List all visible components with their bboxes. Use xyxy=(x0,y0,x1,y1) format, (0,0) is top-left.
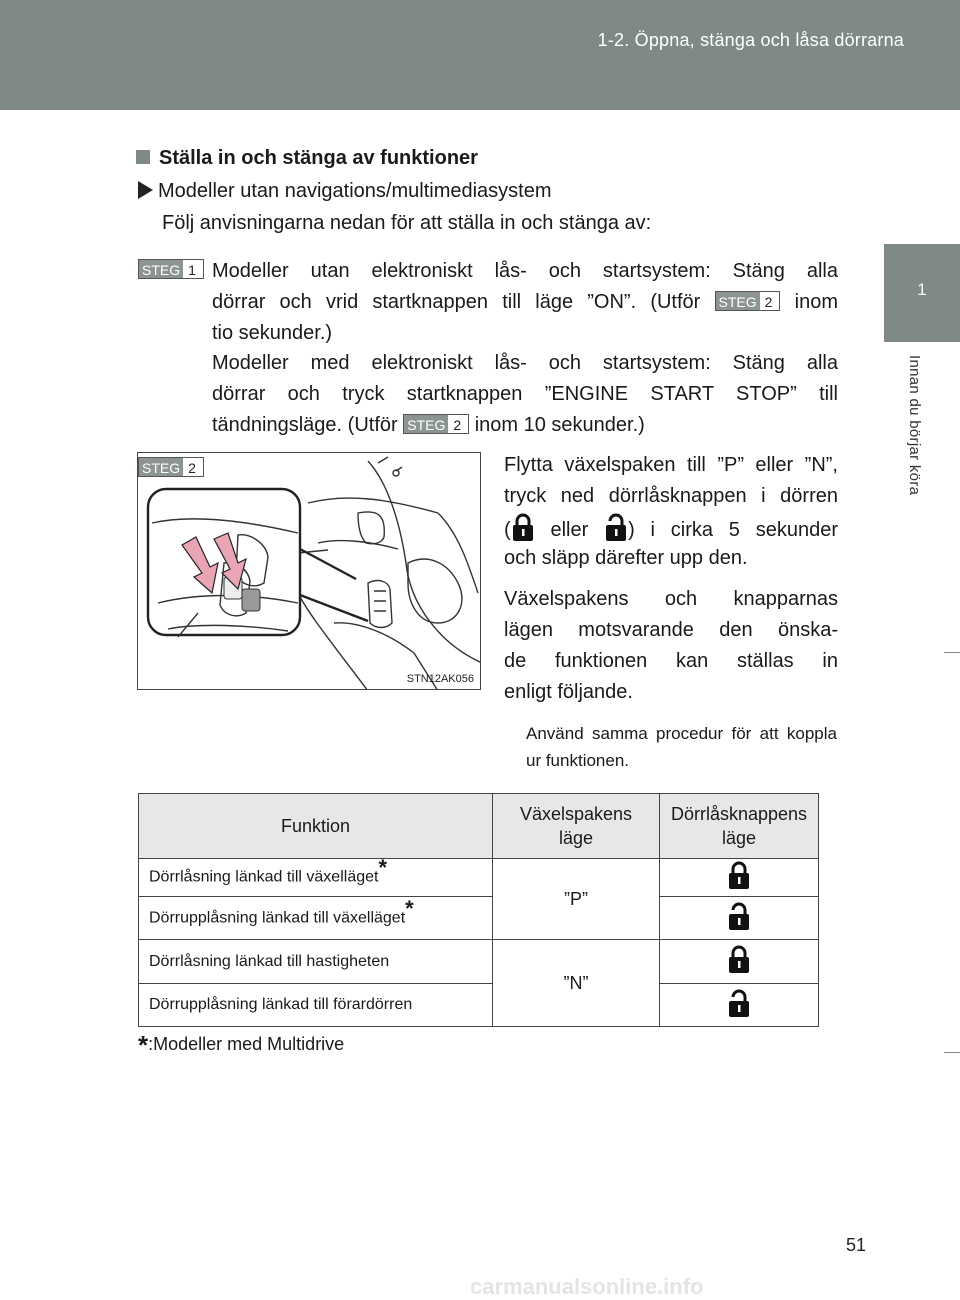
lock-position-cell xyxy=(660,897,819,940)
table-header-row xyxy=(139,794,819,859)
step-2-line: tryck ned dörrlåsknappen i dörren xyxy=(504,485,838,507)
note-text: Använd samma procedur för att koppla ur funktionen. xyxy=(526,724,837,770)
table-row xyxy=(139,984,819,1027)
table-row xyxy=(139,859,819,897)
margin-tick xyxy=(944,652,960,653)
step-2-line: och släpp därefter upp den. xyxy=(504,547,748,569)
table-header-cell: Dörrlåsknappens läge xyxy=(660,794,819,859)
step-1-line: dörrar och vrid startknappen till läge ”ON”. (Utför STEG 2 inom xyxy=(212,291,838,313)
lock-position-cell xyxy=(660,984,819,1027)
section-heading: Ställa in och stänga av funktioner xyxy=(136,147,478,170)
lock-closed-icon xyxy=(727,877,751,894)
shift-position-cell: ”P” xyxy=(493,859,660,940)
step-1-badge: STEG 1 xyxy=(138,259,204,281)
step-ref-badge: STEG 2 xyxy=(403,414,469,434)
step-2-line: enligt följande. xyxy=(504,681,633,703)
table-header-cell: Funktion xyxy=(139,794,493,859)
watermark: carmanualsonline.info xyxy=(470,1274,704,1299)
lock-open-icon xyxy=(727,918,751,935)
figure-code: STN12AK056 xyxy=(406,673,474,685)
function-table xyxy=(138,793,819,1027)
chapter-tab xyxy=(884,244,960,342)
shift-position-cell: ”N” xyxy=(493,940,660,1027)
table-row xyxy=(139,897,819,940)
step-1-line: tändningsläge. (Utför STEG 2 inom 10 sekunder.) xyxy=(212,414,645,436)
page-header xyxy=(0,0,960,110)
page-number: 51 xyxy=(846,1235,867,1255)
function-name-cell: Dörrupplåsning länkad till växelläget* xyxy=(139,897,493,940)
lock-position-cell xyxy=(660,940,819,984)
step-2-line: ( eller ) i cirka 5 sekunder xyxy=(504,512,838,552)
step-2-badge: STEG 2 xyxy=(138,457,204,479)
chapter-title: 1-2. Öppna, stänga och låsa dörrarna xyxy=(597,30,904,50)
step-2-line: Flytta växelspaken till ”P” eller ”N”, xyxy=(504,454,838,476)
step-2-line: de funktionen kan ställas in xyxy=(504,650,838,672)
intro-text: Följ anvisningarna nedan för att ställa in och stänga av: xyxy=(162,212,652,234)
lock-open-icon xyxy=(727,1005,751,1022)
step-1-line: Modeller med elektroniskt lås- och startsystem: Stäng alla xyxy=(212,352,838,374)
triangle-bullet-icon xyxy=(138,181,153,199)
function-name-cell: Dörrlåsning länkad till hastigheten xyxy=(139,940,493,984)
function-name-cell: Dörrupplåsning länkad till förardörren xyxy=(139,984,493,1027)
chapter-number: 1 xyxy=(917,280,927,299)
lock-closed-icon xyxy=(727,961,751,978)
section-subheading: Modeller utan navigations/multimediasystem xyxy=(138,180,552,203)
footnote: *:Modeller med Multidrive xyxy=(138,1030,345,1060)
step-1-line: Modeller utan elektroniskt lås- och startsystem: Stäng alla xyxy=(212,260,838,282)
table-row xyxy=(139,940,819,984)
margin-tick xyxy=(944,1052,960,1053)
step-2-line: lägen motsvarande den önska- xyxy=(504,619,838,641)
chapter-side-label: Innan du börjar köra xyxy=(906,355,923,496)
step-1-line: dörrar och tryck startknappen ”ENGINE START STOP” till xyxy=(212,383,838,405)
lock-position-cell xyxy=(660,859,819,897)
door-lock-figure-svg xyxy=(138,453,481,690)
step-ref-badge: STEG 2 xyxy=(715,291,781,311)
square-bullet-icon xyxy=(136,150,150,164)
table-header-cell: Växelspakens läge xyxy=(493,794,660,859)
step-1-line: tio sekunder.) xyxy=(212,322,333,344)
function-name-cell: Dörrlåsning länkad till växelläget* xyxy=(139,859,493,897)
door-panel-illustration xyxy=(137,452,481,690)
step-2-line: Växelspakens och knapparnas xyxy=(504,588,838,610)
